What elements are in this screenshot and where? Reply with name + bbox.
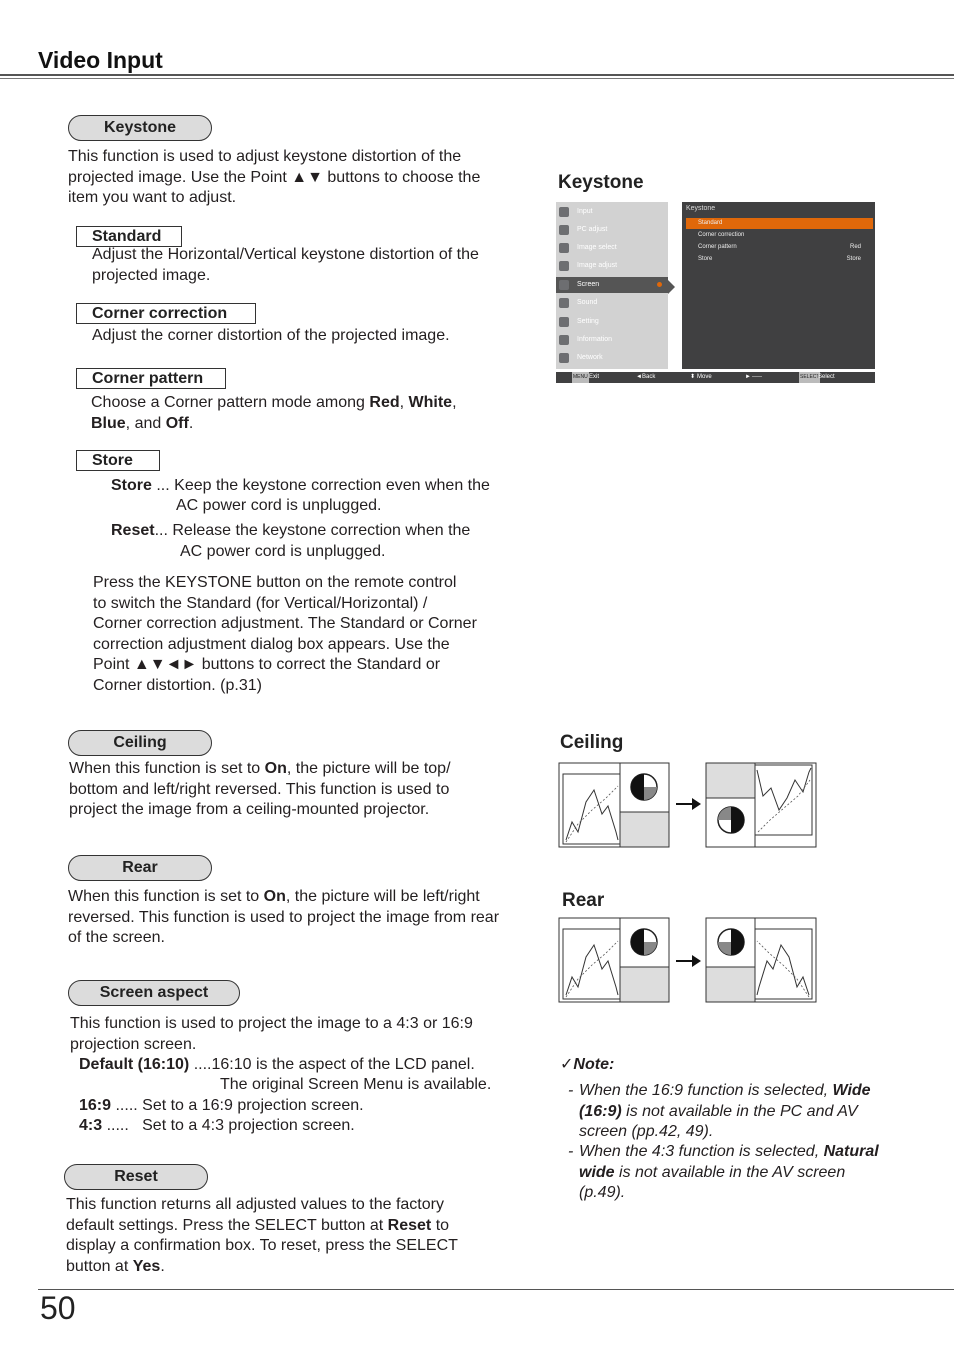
right-arrow-icon: ► [745,374,751,380]
menu-item-network: Network [556,350,668,366]
keystone-intro: This function is used to adjust keystone distortion of the projected image. Use the Point ▲▼ buttons to choose the item you want to adjust. [68,148,481,206]
sound-icon [559,298,569,308]
submenu-title: Keystone [686,205,716,212]
note-item-2: When the 4:3 function is selected, Natural wide is not available in the AV screen (p.49). [579,1143,879,1201]
ceiling-text: When this function is set to On, the picture will be top/ bottom and left/right reversed. This function is used to project the image from a ceiling-mounted projector. [69,760,451,818]
rear-before-screen [559,918,669,1002]
menu-item-image-adjust: Image adjust [556,258,668,274]
menu-help-bar [556,372,875,383]
up-down-icon: ⬍ [690,374,696,380]
bar-select: Select [818,374,835,380]
screen-aspect-intro: This function is used to project the image to a 4:3 or 16:9 projection screen. [70,1015,473,1053]
rear-figure-label: Rear [562,890,605,911]
menu-item-pc-adjust: PC adjust [556,222,668,238]
image-adjust-icon [559,261,569,271]
ceiling-illustration [558,762,818,848]
menu-item-input: Input [556,204,668,220]
right-arrow-icon [676,798,701,810]
information-icon [559,335,569,345]
right-arrow-icon [676,955,701,967]
default-option-cont: The original Screen Menu is available. [220,1076,492,1093]
menu-item-setting: Setting [556,314,668,330]
default-option: Default (16:10) ....16:10 is the aspect of the LCD panel. [79,1056,475,1073]
keystone-heading: Keystone [68,115,212,141]
reset-text: This function returns all adjusted values to the factory default settings. Press the SELECT button at Reset to display a confirmation box. To reset, press the SELECT button at Yes. [66,1196,458,1275]
note-heading: ✓Note: [560,1056,615,1073]
pc-adjust-icon [559,225,569,235]
menu-item-screen: Screen [556,277,668,293]
standard-text: Adjust the Horizontal/Vertical keystone distortion of the projected image. [92,246,479,284]
note-item-1: When the 16:9 function is selected, Wide (16:9) is not available in the PC and AV screen (pp.42, 49). [579,1082,871,1140]
ceiling-heading: Ceiling [68,730,212,756]
footer-rule [38,1289,954,1290]
keystone-press-text: Press the KEYSTONE button on the remote control to switch the Standard (for Vertical/Horizontal) / Corner correction adjustment. The Standard or Corner correction adjustment dialog box appears. Use the Point ▲▼◄► buttons to correct the Standard or Corner distortion. (p.31) [93,574,477,694]
network-icon [559,353,569,363]
submenu-row-standard: Standard [686,218,873,229]
input-icon [559,207,569,217]
screen-icon [559,280,569,290]
menu-right-panel [682,202,875,369]
store-label: Store [76,450,160,471]
submenu-pointer-icon [668,280,675,294]
note-item-1-dash: - [568,1082,574,1099]
menu-item-image-select: Image select [556,240,668,256]
setting-icon [559,317,569,327]
reset-heading: Reset [64,1164,208,1190]
page-title: Video Input [38,47,163,73]
screen-aspect-heading: Screen aspect [68,980,240,1006]
corner-correction-label: Corner correction [76,303,256,324]
left-arrow-icon: ◄ [636,374,642,380]
bar-next: ----- [752,374,762,380]
rear-after-screen [706,918,816,1002]
bar-exit: Exit [589,374,600,380]
option-16-9: 16:9 ..... Set to a 16:9 projection screen. [79,1097,364,1114]
menu-left-panel [556,202,668,369]
standard-label: Standard [76,226,182,247]
store-option-cont: AC power cord is unplugged. [176,497,382,514]
note-item-2-dash: - [568,1143,574,1160]
ceiling-before-screen [559,763,669,847]
check-icon: ✓ [560,1056,574,1073]
store-option: Store ... Keep the keystone correction even when the [111,477,490,494]
active-dot-icon [657,282,662,287]
corner-pattern-label: Corner pattern [76,368,226,389]
rear-text: When this function is set to On, the picture will be left/right reversed. This function is used to project the image from rear of the screen. [68,888,500,946]
page-number: 50 [40,1290,76,1326]
keystone-menu-screenshot [556,202,875,383]
option-4-3: 4:3 ..... Set to a 4:3 projection screen. [79,1117,355,1134]
header-rule [0,74,954,76]
image-select-icon [559,243,569,253]
bar-back: Back [642,374,656,380]
submenu-row-store: Store Store [698,256,861,262]
corner-pattern-text: Choose a Corner pattern mode among Red, White, Blue, and Off. [91,394,457,432]
keystone-figure-label: Keystone [558,172,644,193]
ceiling-after-screen [706,763,816,847]
menu-item-sound: Sound [556,295,668,311]
reset-option: Reset... Release the keystone correction when the [111,522,471,539]
select-key-badge: SELECT [799,372,820,383]
rear-illustration [558,917,818,1003]
menu-key-badge: MENU [572,372,589,383]
submenu-row-corner-correction: Corner correction [698,232,745,238]
reset-option-cont: AC power cord is unplugged. [180,543,386,560]
menu-item-information: Information [556,332,668,348]
rear-heading: Rear [68,855,212,881]
corner-correction-text: Adjust the corner distortion of the projected image. [92,327,450,344]
header-rule-thin [0,78,954,79]
ceiling-figure-label: Ceiling [560,732,624,753]
bar-move: Move [697,374,712,380]
submenu-row-corner-pattern: Corner pattern Red [698,244,861,250]
